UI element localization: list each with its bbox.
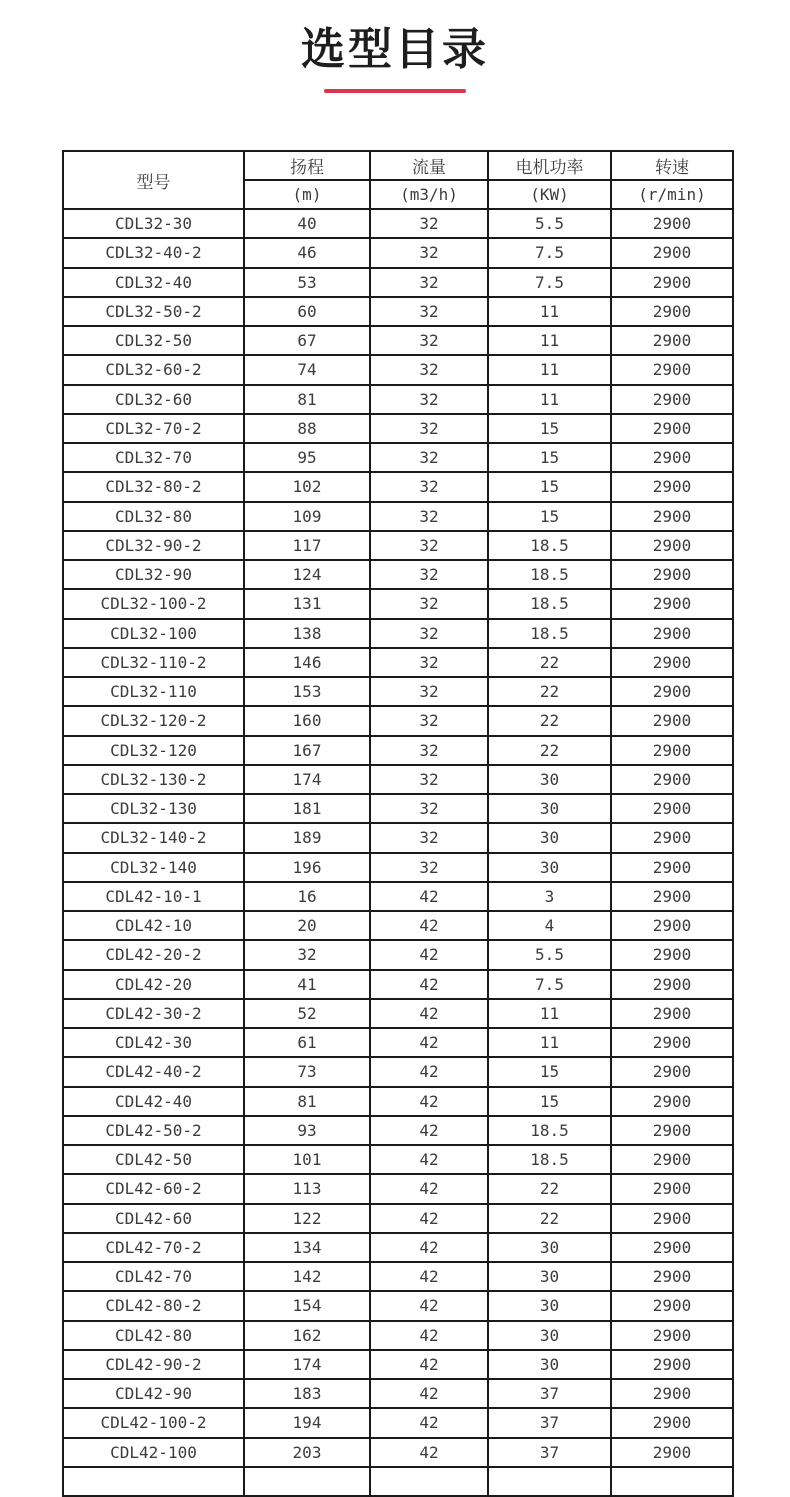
column-header-model: 型号 (63, 151, 244, 209)
cell-model: CDL32-90 (63, 560, 244, 589)
cell-speed: 2900 (611, 238, 733, 267)
cell-flow: 42 (370, 999, 488, 1028)
cell-head: 203 (244, 1438, 370, 1467)
cell-speed: 2900 (611, 1174, 733, 1203)
cell-power: 30 (488, 853, 611, 882)
cell-flow: 42 (370, 882, 488, 911)
cell-model: CDL42-20 (63, 970, 244, 999)
cell-flow: 32 (370, 736, 488, 765)
cell-speed: 2900 (611, 1262, 733, 1291)
cell-head: 40 (244, 209, 370, 238)
cell-power: 15 (488, 502, 611, 531)
cell-speed: 2900 (611, 706, 733, 735)
cell-speed: 2900 (611, 355, 733, 384)
table-row-partial (63, 1467, 733, 1496)
cell-flow: 42 (370, 911, 488, 940)
cell-speed: 2900 (611, 736, 733, 765)
cell-model: CDL32-60-2 (63, 355, 244, 384)
cell-head: 102 (244, 472, 370, 501)
title-divider (324, 89, 466, 93)
cell-model: CDL32-70-2 (63, 414, 244, 443)
cell-empty (611, 1467, 733, 1496)
cell-flow: 42 (370, 1174, 488, 1203)
cell-flow: 32 (370, 443, 488, 472)
cell-speed: 2900 (611, 677, 733, 706)
cell-speed: 2900 (611, 765, 733, 794)
cell-model: CDL42-40-2 (63, 1057, 244, 1086)
cell-model: CDL32-140-2 (63, 823, 244, 852)
cell-head: 61 (244, 1028, 370, 1057)
cell-head: 160 (244, 706, 370, 735)
cell-power: 15 (488, 414, 611, 443)
cell-power: 11 (488, 297, 611, 326)
cell-head: 174 (244, 1350, 370, 1379)
cell-speed: 2900 (611, 1379, 733, 1408)
cell-power: 18.5 (488, 619, 611, 648)
cell-model: CDL32-80-2 (63, 472, 244, 501)
cell-speed: 2900 (611, 1087, 733, 1116)
cell-speed: 2900 (611, 1291, 733, 1320)
cell-flow: 32 (370, 823, 488, 852)
cell-power: 15 (488, 443, 611, 472)
column-header-power: 电机功率 (488, 151, 611, 180)
cell-flow: 32 (370, 326, 488, 355)
table-row (63, 1174, 733, 1203)
cell-head: 142 (244, 1262, 370, 1291)
cell-flow: 32 (370, 414, 488, 443)
cell-model: CDL42-50 (63, 1145, 244, 1174)
cell-flow: 42 (370, 1087, 488, 1116)
cell-model: CDL42-30-2 (63, 999, 244, 1028)
cell-power: 18.5 (488, 531, 611, 560)
cell-power: 30 (488, 794, 611, 823)
table-body (63, 209, 733, 1496)
cell-power: 22 (488, 1174, 611, 1203)
column-unit-speed: (r/min) (611, 180, 733, 209)
cell-speed: 2900 (611, 619, 733, 648)
cell-speed: 2900 (611, 1408, 733, 1437)
cell-head: 189 (244, 823, 370, 852)
table-row (63, 414, 733, 443)
cell-power: 7.5 (488, 970, 611, 999)
cell-flow: 32 (370, 268, 488, 297)
cell-flow: 42 (370, 1262, 488, 1291)
cell-head: 109 (244, 502, 370, 531)
table-row (63, 648, 733, 677)
cell-empty (488, 1467, 611, 1496)
cell-speed: 2900 (611, 1116, 733, 1145)
cell-power: 18.5 (488, 560, 611, 589)
table-row (63, 1233, 733, 1262)
column-unit-flow: (m3/h) (370, 180, 488, 209)
cell-model: CDL32-140 (63, 853, 244, 882)
cell-power: 22 (488, 1204, 611, 1233)
cell-power: 30 (488, 1291, 611, 1320)
cell-flow: 32 (370, 853, 488, 882)
cell-model: CDL32-120 (63, 736, 244, 765)
cell-flow: 32 (370, 531, 488, 560)
cell-head: 73 (244, 1057, 370, 1086)
cell-power: 37 (488, 1438, 611, 1467)
cell-power: 22 (488, 706, 611, 735)
cell-model: CDL42-90-2 (63, 1350, 244, 1379)
cell-flow: 32 (370, 648, 488, 677)
table-row (63, 1438, 733, 1467)
column-unit-head: (m) (244, 180, 370, 209)
cell-head: 88 (244, 414, 370, 443)
cell-flow: 42 (370, 1028, 488, 1057)
cell-speed: 2900 (611, 1350, 733, 1379)
cell-speed: 2900 (611, 414, 733, 443)
header-row-labels (63, 151, 733, 180)
cell-head: 162 (244, 1321, 370, 1350)
cell-model: CDL32-120-2 (63, 706, 244, 735)
cell-head: 52 (244, 999, 370, 1028)
cell-flow: 42 (370, 970, 488, 999)
table-row (63, 1116, 733, 1145)
cell-head: 183 (244, 1379, 370, 1408)
cell-model: CDL42-10 (63, 911, 244, 940)
cell-model: CDL42-60-2 (63, 1174, 244, 1203)
cell-power: 15 (488, 472, 611, 501)
cell-flow: 42 (370, 1291, 488, 1320)
cell-speed: 2900 (611, 531, 733, 560)
cell-empty (244, 1467, 370, 1496)
cell-flow: 32 (370, 502, 488, 531)
table-row (63, 209, 733, 238)
cell-head: 131 (244, 589, 370, 618)
page-title: 选型目录 (301, 24, 489, 75)
cell-power: 7.5 (488, 238, 611, 267)
cell-flow: 32 (370, 238, 488, 267)
cell-power: 37 (488, 1408, 611, 1437)
cell-power: 30 (488, 1321, 611, 1350)
cell-model: CDL32-110 (63, 677, 244, 706)
cell-model: CDL42-30 (63, 1028, 244, 1057)
cell-power: 5.5 (488, 940, 611, 969)
table-row (63, 297, 733, 326)
table-row (63, 1379, 733, 1408)
cell-flow: 32 (370, 297, 488, 326)
cell-power: 7.5 (488, 268, 611, 297)
cell-flow: 42 (370, 940, 488, 969)
cell-flow: 42 (370, 1145, 488, 1174)
cell-head: 174 (244, 765, 370, 794)
cell-model: CDL42-80 (63, 1321, 244, 1350)
table-row (63, 1145, 733, 1174)
cell-flow: 42 (370, 1408, 488, 1437)
cell-speed: 2900 (611, 940, 733, 969)
cell-model: CDL32-130-2 (63, 765, 244, 794)
table-row (63, 1321, 733, 1350)
cell-flow: 42 (370, 1204, 488, 1233)
table-row (63, 385, 733, 414)
column-header-head: 扬程 (244, 151, 370, 180)
cell-power: 4 (488, 911, 611, 940)
cell-speed: 2900 (611, 589, 733, 618)
cell-speed: 2900 (611, 297, 733, 326)
column-header-flow: 流量 (370, 151, 488, 180)
cell-power: 11 (488, 999, 611, 1028)
table-row (63, 238, 733, 267)
cell-power: 22 (488, 677, 611, 706)
cell-head: 113 (244, 1174, 370, 1203)
table-row (63, 355, 733, 384)
cell-speed: 2900 (611, 882, 733, 911)
cell-flow: 32 (370, 706, 488, 735)
cell-power: 11 (488, 326, 611, 355)
cell-model: CDL32-80 (63, 502, 244, 531)
cell-model: CDL42-50-2 (63, 1116, 244, 1145)
cell-power: 30 (488, 1350, 611, 1379)
table-row (63, 911, 733, 940)
cell-flow: 42 (370, 1116, 488, 1145)
table-row (63, 502, 733, 531)
cell-power: 11 (488, 355, 611, 384)
table-row (63, 1350, 733, 1379)
cell-speed: 2900 (611, 1438, 733, 1467)
table-row (63, 1262, 733, 1291)
cell-flow: 32 (370, 677, 488, 706)
cell-head: 167 (244, 736, 370, 765)
cell-speed: 2900 (611, 443, 733, 472)
table-row (63, 882, 733, 911)
cell-model: CDL32-70 (63, 443, 244, 472)
cell-power: 18.5 (488, 1116, 611, 1145)
cell-head: 67 (244, 326, 370, 355)
cell-model: CDL32-90-2 (63, 531, 244, 560)
column-header-speed: 转速 (611, 151, 733, 180)
cell-power: 30 (488, 1262, 611, 1291)
cell-speed: 2900 (611, 853, 733, 882)
table-row (63, 677, 733, 706)
cell-flow: 32 (370, 385, 488, 414)
cell-flow: 42 (370, 1350, 488, 1379)
cell-head: 134 (244, 1233, 370, 1262)
cell-model: CDL42-100-2 (63, 1408, 244, 1437)
cell-flow: 32 (370, 355, 488, 384)
cell-head: 181 (244, 794, 370, 823)
table-row (63, 853, 733, 882)
cell-power: 18.5 (488, 589, 611, 618)
cell-model: CDL42-100 (63, 1438, 244, 1467)
cell-head: 146 (244, 648, 370, 677)
cell-head: 117 (244, 531, 370, 560)
cell-power: 30 (488, 823, 611, 852)
cell-model: CDL32-100-2 (63, 589, 244, 618)
cell-head: 53 (244, 268, 370, 297)
table-row (63, 1408, 733, 1437)
column-unit-power: (KW) (488, 180, 611, 209)
table-row (63, 1204, 733, 1233)
cell-speed: 2900 (611, 1321, 733, 1350)
cell-head: 124 (244, 560, 370, 589)
cell-head: 81 (244, 1087, 370, 1116)
cell-speed: 2900 (611, 1204, 733, 1233)
cell-speed: 2900 (611, 1145, 733, 1174)
cell-flow: 42 (370, 1233, 488, 1262)
cell-power: 5.5 (488, 209, 611, 238)
table-row (63, 268, 733, 297)
cell-speed: 2900 (611, 911, 733, 940)
cell-model: CDL32-110-2 (63, 648, 244, 677)
cell-speed: 2900 (611, 823, 733, 852)
cell-speed: 2900 (611, 1233, 733, 1262)
cell-head: 41 (244, 970, 370, 999)
cell-empty (370, 1467, 488, 1496)
table-row (63, 560, 733, 589)
table-row (63, 472, 733, 501)
cell-head: 60 (244, 297, 370, 326)
cell-speed: 2900 (611, 268, 733, 297)
cell-speed: 2900 (611, 794, 733, 823)
cell-model: CDL32-130 (63, 794, 244, 823)
table-row (63, 531, 733, 560)
cell-speed: 2900 (611, 326, 733, 355)
cell-flow: 42 (370, 1379, 488, 1408)
cell-model: CDL42-70 (63, 1262, 244, 1291)
cell-model: CDL32-60 (63, 385, 244, 414)
table-row (63, 765, 733, 794)
table-row (63, 1028, 733, 1057)
cell-power: 30 (488, 1233, 611, 1262)
cell-speed: 2900 (611, 209, 733, 238)
cell-power: 15 (488, 1087, 611, 1116)
cell-flow: 42 (370, 1321, 488, 1350)
cell-flow: 32 (370, 619, 488, 648)
cell-speed: 2900 (611, 1057, 733, 1086)
table-row (63, 1057, 733, 1086)
cell-power: 30 (488, 765, 611, 794)
table-row (63, 1087, 733, 1116)
cell-head: 154 (244, 1291, 370, 1320)
cell-power: 11 (488, 385, 611, 414)
cell-power: 37 (488, 1379, 611, 1408)
cell-model: CDL42-90 (63, 1379, 244, 1408)
cell-speed: 2900 (611, 472, 733, 501)
cell-speed: 2900 (611, 999, 733, 1028)
cell-empty (63, 1467, 244, 1496)
table-row (63, 706, 733, 735)
cell-flow: 32 (370, 589, 488, 618)
cell-head: 153 (244, 677, 370, 706)
cell-flow: 32 (370, 765, 488, 794)
cell-model: CDL42-70-2 (63, 1233, 244, 1262)
table-row (63, 619, 733, 648)
cell-model: CDL32-100 (63, 619, 244, 648)
table-row (63, 970, 733, 999)
cell-speed: 2900 (611, 648, 733, 677)
cell-speed: 2900 (611, 1028, 733, 1057)
cell-model: CDL42-20-2 (63, 940, 244, 969)
table-header (63, 151, 733, 209)
cell-head: 20 (244, 911, 370, 940)
cell-speed: 2900 (611, 970, 733, 999)
cell-model: CDL32-30 (63, 209, 244, 238)
cell-speed: 2900 (611, 560, 733, 589)
selection-catalog-table (62, 150, 734, 1497)
cell-power: 11 (488, 1028, 611, 1057)
cell-head: 196 (244, 853, 370, 882)
cell-head: 101 (244, 1145, 370, 1174)
cell-flow: 42 (370, 1438, 488, 1467)
table-row (63, 736, 733, 765)
table-row (63, 823, 733, 852)
cell-speed: 2900 (611, 502, 733, 531)
table-row (63, 940, 733, 969)
table-row (63, 1291, 733, 1320)
cell-flow: 32 (370, 560, 488, 589)
cell-head: 74 (244, 355, 370, 384)
cell-head: 32 (244, 940, 370, 969)
table-row (63, 999, 733, 1028)
cell-flow: 32 (370, 472, 488, 501)
cell-head: 46 (244, 238, 370, 267)
cell-model: CDL42-60 (63, 1204, 244, 1233)
cell-flow: 42 (370, 1057, 488, 1086)
cell-head: 81 (244, 385, 370, 414)
cell-model: CDL32-50-2 (63, 297, 244, 326)
cell-head: 122 (244, 1204, 370, 1233)
cell-power: 15 (488, 1057, 611, 1086)
cell-power: 3 (488, 882, 611, 911)
table-row (63, 794, 733, 823)
cell-head: 194 (244, 1408, 370, 1437)
cell-model: CDL32-40-2 (63, 238, 244, 267)
cell-model: CDL42-10-1 (63, 882, 244, 911)
table-row (63, 589, 733, 618)
cell-power: 18.5 (488, 1145, 611, 1174)
cell-head: 138 (244, 619, 370, 648)
cell-speed: 2900 (611, 385, 733, 414)
table-row (63, 326, 733, 355)
cell-power: 22 (488, 736, 611, 765)
cell-model: CDL42-40 (63, 1087, 244, 1116)
cell-flow: 32 (370, 209, 488, 238)
cell-model: CDL42-80-2 (63, 1291, 244, 1320)
cell-head: 95 (244, 443, 370, 472)
cell-head: 93 (244, 1116, 370, 1145)
cell-flow: 32 (370, 794, 488, 823)
cell-model: CDL32-40 (63, 268, 244, 297)
table-row (63, 443, 733, 472)
cell-head: 16 (244, 882, 370, 911)
cell-power: 22 (488, 648, 611, 677)
cell-model: CDL32-50 (63, 326, 244, 355)
